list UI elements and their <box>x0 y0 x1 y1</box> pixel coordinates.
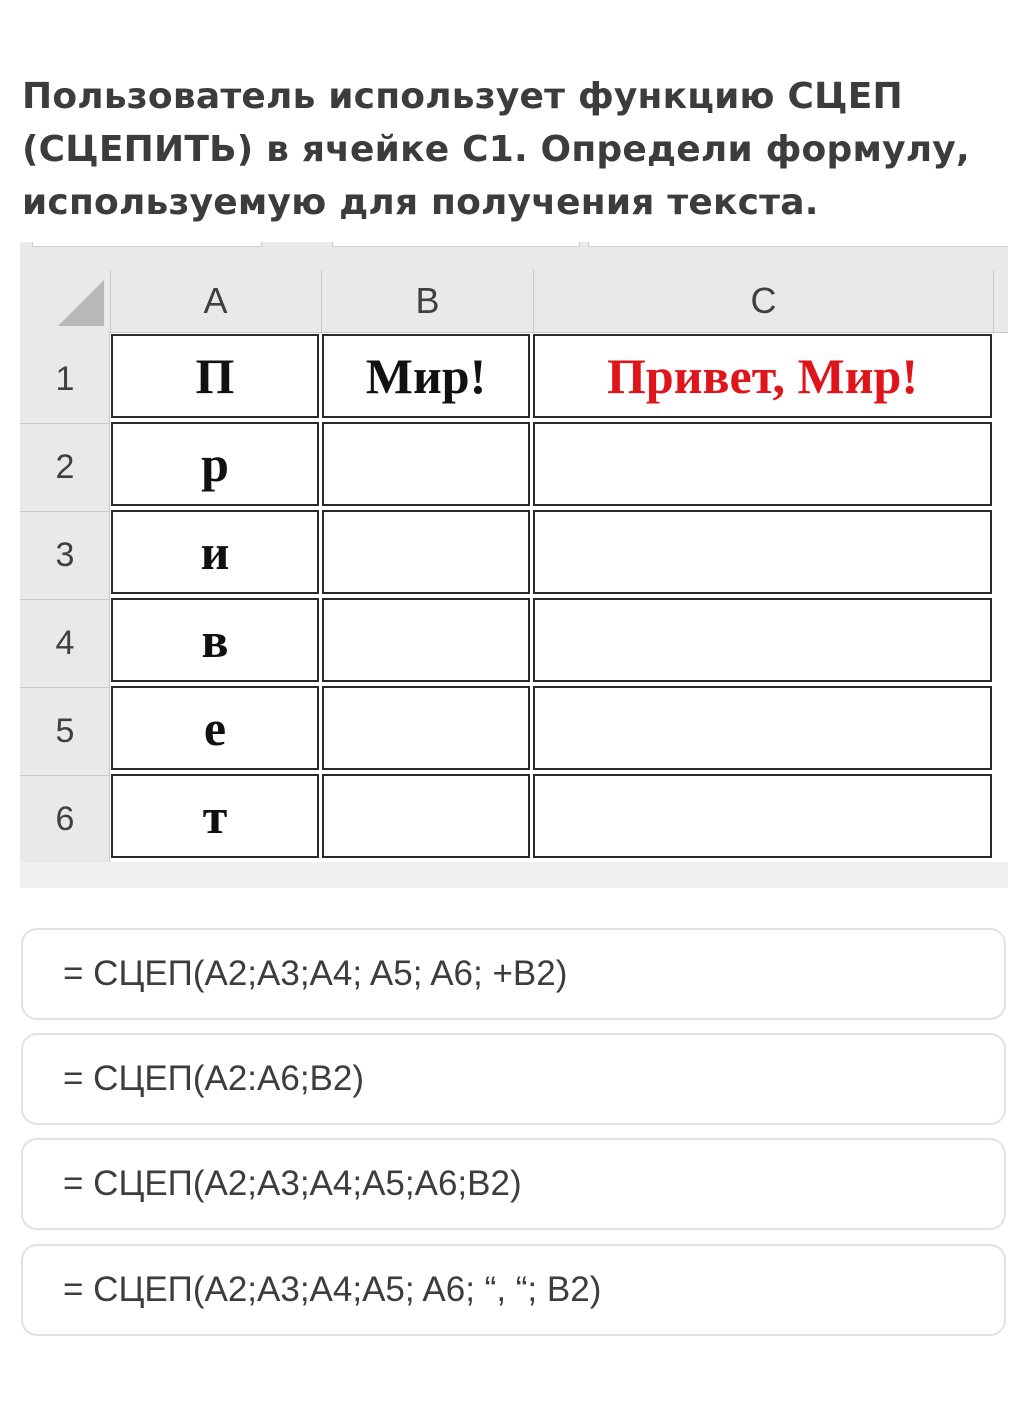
toolbar-strip <box>20 242 1008 270</box>
row-header-2: 2 <box>20 424 110 512</box>
cell-b3 <box>322 510 530 594</box>
sheet-bottom-strip <box>20 862 1008 888</box>
answer-option-3[interactable]: = СЦЕП(A2;A3;A4;A5;A6;B2) <box>21 1138 1006 1230</box>
cell-b4 <box>322 598 530 682</box>
cell-b6 <box>322 774 530 858</box>
column-header-a: A <box>110 270 322 332</box>
answer-option-4[interactable]: = СЦЕП(A2;A3;A4;A5; A6; “, “; B2) <box>21 1244 1006 1336</box>
cell-a5: е <box>111 686 319 770</box>
row-header-4: 4 <box>20 600 110 688</box>
spreadsheet-image <box>20 242 1008 888</box>
select-all-corner <box>20 270 111 332</box>
cell-b1: Мир! <box>322 334 530 418</box>
answer-option-1[interactable]: = СЦЕП(A2;A3;A4; A5; A6; +B2) <box>21 928 1006 1020</box>
cell-b5 <box>322 686 530 770</box>
column-header-b: B <box>322 270 534 332</box>
row-header-3: 3 <box>20 512 110 600</box>
question-text: Пользователь использует функцию СЦЕП (СЦЕПИТЬ) в ячейке C1. Определи формулу, используемую для получения текста. <box>22 76 970 223</box>
row-header-1: 1 <box>20 336 110 424</box>
answer-option-2[interactable]: = СЦЕП(A2:A6;B2) <box>21 1033 1006 1125</box>
row-header-5: 5 <box>20 688 110 776</box>
cell-a3: и <box>111 510 319 594</box>
column-header-c: C <box>534 270 994 332</box>
cell-b2 <box>322 422 530 506</box>
cell-c1: Привет, Мир! <box>533 334 992 418</box>
cell-c3 <box>533 510 992 594</box>
row-header-6: 6 <box>20 776 110 864</box>
cell-a2: р <box>111 422 319 506</box>
cell-a1: П <box>111 334 319 418</box>
cell-c5 <box>533 686 992 770</box>
cell-c4 <box>533 598 992 682</box>
cell-a4: в <box>111 598 319 682</box>
cell-c6 <box>533 774 992 858</box>
cell-c2 <box>533 422 992 506</box>
cell-a6: т <box>111 774 319 858</box>
